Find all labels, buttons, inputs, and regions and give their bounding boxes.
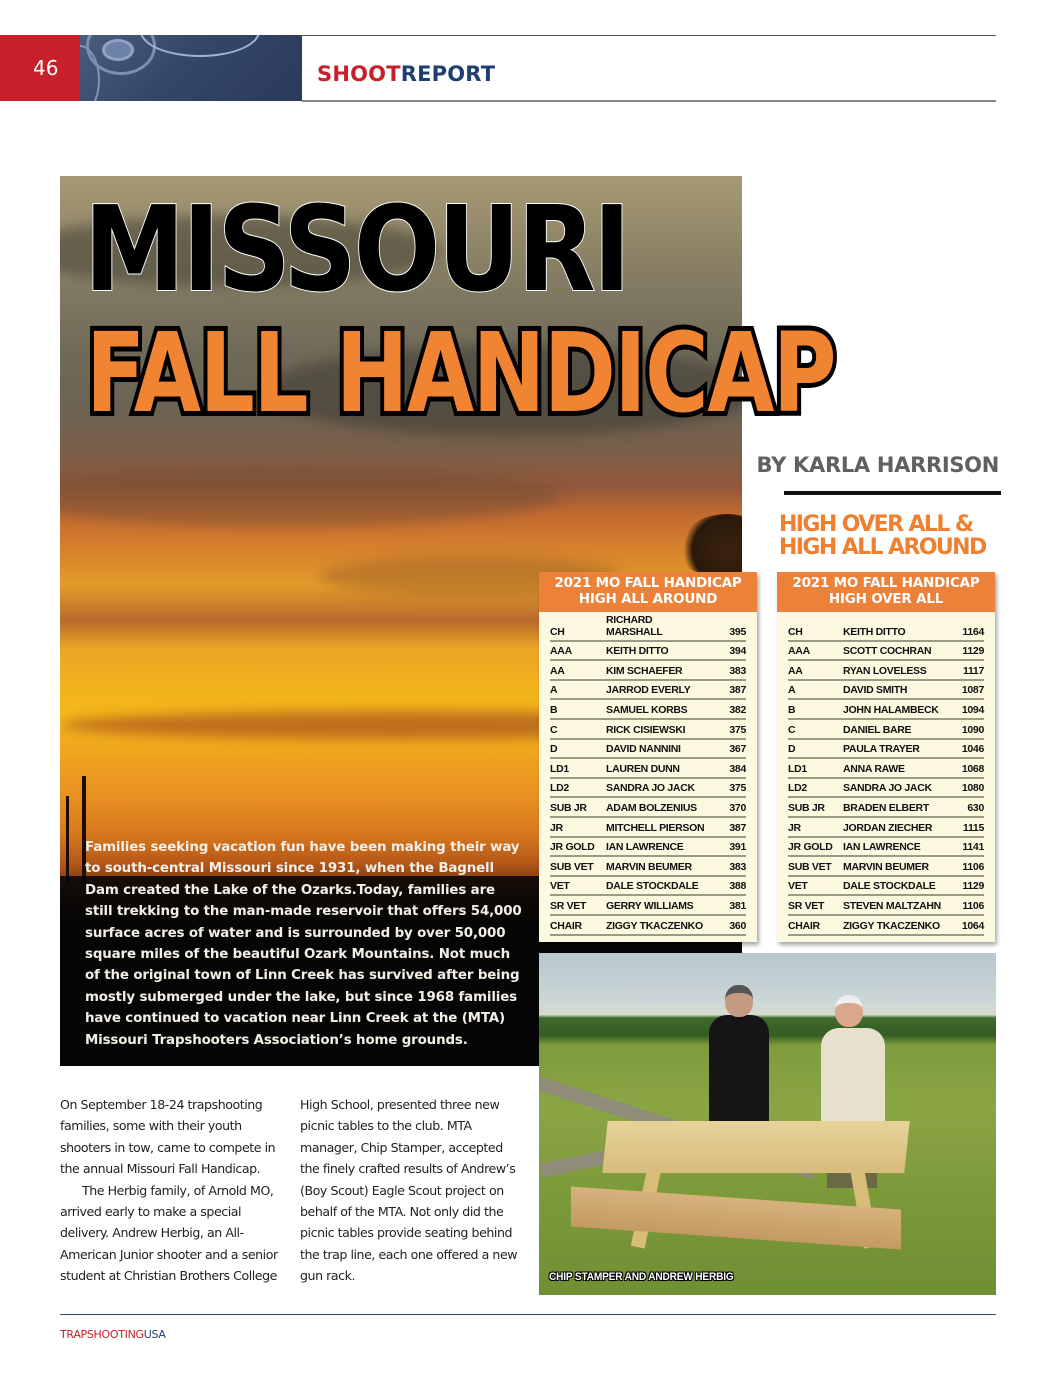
table-row [788,838,984,858]
name-cell: RYAN LOVELESS [843,664,927,677]
header-ornament-image [80,35,302,101]
footer-brand-red: TRAPSHOOTING [60,1328,144,1341]
high-all-around-table [539,572,757,942]
table-title-line1: 2021 MO FALL HANDICAP [554,575,742,591]
name-cell: IAN LAWRENCE [843,841,921,854]
table-row [788,818,984,838]
class-cell: B [550,703,558,716]
score-cell: 370 [729,801,746,814]
name-cell: SANDRA JO JACK [606,782,695,795]
article-title-line2: FALL HANDICAP [86,309,836,437]
byline: BY KARLA HARRISON [756,453,999,477]
score-cell: 383 [729,664,746,677]
table-row [550,779,746,799]
footer-rule [60,1314,996,1315]
class-cell: AA [788,664,803,677]
class-cell: AAA [788,645,810,658]
score-cell: 375 [729,782,746,795]
class-cell: A [550,684,558,697]
name-cell: PAULA TRAYER [843,743,920,756]
table-row [788,759,984,779]
sidehead-line2: HIGH ALL AROUND [779,535,986,560]
name-cell: KEITH DITTO [606,645,669,658]
class-cell: LD1 [788,762,807,775]
class-cell: D [550,743,558,756]
table-row [550,896,746,916]
table-header [777,572,995,612]
page-number-box [0,35,80,101]
section-title-red: SHOOT [317,62,401,86]
score-cell: 1117 [963,664,984,677]
header-top-rule [302,35,996,36]
name-cell: ZIGGY TKACZENKO [606,919,703,932]
table-row [788,857,984,877]
table-row [550,838,746,858]
table-row [788,779,984,799]
intro-paragraph: Families seeking vacation fun have been making their way to south-central Missouri since 1931, when the Bagnell Dam created the Lake of the Ozarks.Today, families are still trekking to the man-made reservoir that offers 54,000 surface acres of water and is surrounded by over 50,000 square miles of the beautiful Ozark Mountains. Not much of the original town of Linn Creek has survived after being mostly submerged under the lake, but since 1968 families have continued to vacation near Linn Creek at the (MTA) Missouri Trapshooters Association’s home grounds. [85,840,522,1048]
score-cell: 387 [729,684,746,697]
name-cell: JORDAN ZIECHER [843,821,933,834]
table-row [550,818,746,838]
name-cell: LAUREN DUNN [606,762,680,775]
table-row [550,759,746,779]
class-cell: AAA [550,645,572,658]
class-cell: LD2 [550,782,569,795]
class-cell: JR GOLD [550,841,595,854]
name-cell: DAVID NANNINI [606,743,681,756]
score-cell: 382 [729,703,746,716]
table-row [788,740,984,760]
name-cell: ZIGGY TKACZENKO [843,919,940,932]
body-column-2 [300,1094,525,1287]
name-cell: MITCHELL PIERSON [606,821,705,834]
name-cell: MARVIN BEUMER [606,860,692,873]
score-cell: 391 [729,841,746,854]
page-number: 46 [33,56,59,80]
table-row [788,700,984,720]
score-cell: 1090 [961,723,984,736]
table-row [550,681,746,701]
table-row [550,857,746,877]
score-cell: 1141 [962,841,984,854]
class-cell: SUB VET [550,860,594,873]
name-cell: DAVID SMITH [843,684,908,697]
table-row [550,613,746,642]
score-cell: 1115 [963,821,984,834]
table-row [788,896,984,916]
score-cell: 375 [729,723,746,736]
class-cell: CH [550,625,565,638]
tree-silhouette [682,514,742,574]
table-row [550,720,746,740]
table-body [539,612,757,942]
name-cell: SANDRA JO JACK [843,782,932,795]
table-body [777,612,995,942]
name-cell: DANIEL BARE [843,723,912,736]
score-cell: 1046 [961,743,984,756]
name-cell: KIM SCHAEFER [606,664,683,677]
class-cell: D [788,743,796,756]
class-cell: SR VET [788,899,825,912]
footer-brand [60,1328,166,1341]
score-cell: 384 [729,762,746,775]
table-row [788,681,984,701]
sidehead-line1: HIGH OVER ALL & [779,512,973,537]
table-row [788,661,984,681]
class-cell: C [550,723,558,736]
body-paragraph: The Herbig family, of Arnold MO, arrived early to make a special delivery. Andrew Herbig, an All-American Junior shooter and a senior student at Christian Brothers College [60,1182,278,1284]
class-cell: LD1 [550,762,569,775]
class-cell: SUB JR [550,801,587,814]
table-title-line1: 2021 MO FALL HANDICAP [792,575,980,591]
article-title-line1: MISSOURI [84,180,629,318]
table-header [539,572,757,612]
class-cell: CH [788,625,803,638]
picnic-table [602,1121,909,1173]
score-cell: 630 [967,801,984,814]
score-cell: 394 [729,645,746,658]
photo-caption: CHIP STAMPER AND ANDREW HERBIG [549,1271,734,1283]
class-cell: AA [550,664,565,677]
section-title-blue: REPORT [400,62,496,86]
name-cell: JARROD EVERLY [606,684,691,697]
score-cell: 367 [729,743,746,756]
name-cell: RICHARD MARSHALL [606,613,663,638]
picnic-bench [571,1186,901,1249]
table-row [788,720,984,740]
name-cell: MARVIN BEUMER [843,860,929,873]
results-sidehead [779,513,986,559]
score-cell: 1064 [961,919,984,932]
score-cell: 1106 [962,860,984,873]
class-cell: B [788,703,796,716]
table-row [550,700,746,720]
name-cell: JOHN HALAMBECK [843,703,939,716]
section-title [317,62,495,86]
table-title-line2: HIGH OVER ALL [828,590,944,607]
name-cell: STEVEN MALTZAHN [843,899,941,912]
score-cell: 1068 [961,762,984,775]
name-cell: DALE STOCKDALE [606,880,699,893]
score-cell: 383 [729,860,746,873]
table-row [550,661,746,681]
name-cell: SCOTT COCHRAN [843,645,932,658]
header-bottom-rule [302,100,996,102]
score-cell: 387 [729,821,746,834]
name-cell: DALE STOCKDALE [843,880,936,893]
table-row [550,916,746,936]
name-cell: ADAM BOLZENIUS [606,801,697,814]
body-column-1 [60,1094,285,1287]
name-cell: ANNA RAWE [843,762,905,775]
class-cell: SUB VET [788,860,832,873]
table-row [788,798,984,818]
class-cell: SUB JR [788,801,825,814]
table-row [550,877,746,897]
name-cell: GERRY WILLIAMS [606,899,694,912]
person-chip-stamper [709,1015,769,1125]
score-cell: 395 [729,625,746,638]
table-row [550,740,746,760]
class-cell: LD2 [788,782,807,795]
table-title-line2: HIGH ALL AROUND [578,590,718,607]
table-row [550,642,746,662]
table-row [788,622,984,642]
score-cell: 1129 [962,645,984,658]
name-cell: SAMUEL KORBS [606,703,688,716]
table-row [788,642,984,662]
class-cell: JR [788,821,801,834]
handshake-photo [539,953,996,1295]
class-cell: CHAIR [550,919,582,932]
score-cell: 1164 [962,625,984,638]
class-cell: A [788,684,796,697]
class-cell: CHAIR [788,919,820,932]
score-cell: 360 [729,919,746,932]
score-cell: 1106 [962,899,984,912]
name-cell: KEITH DITTO [843,625,906,638]
table-row [788,877,984,897]
class-cell: JR [550,821,563,834]
score-cell: 381 [729,899,746,912]
class-cell: SR VET [550,899,587,912]
byline-rule [784,491,1001,495]
high-over-all-table [777,572,995,942]
class-cell: VET [788,880,808,893]
score-cell: 1087 [961,684,984,697]
score-cell: 1094 [961,703,984,716]
score-cell: 1080 [961,782,984,795]
score-cell: 1129 [962,880,984,893]
table-row [788,916,984,936]
name-cell: RICK CISIEWSKI [606,723,686,736]
class-cell: JR GOLD [788,841,833,854]
score-cell: 388 [729,880,746,893]
class-cell: C [788,723,796,736]
footer-brand-blue: USA [143,1328,166,1341]
class-cell: VET [550,880,570,893]
name-cell: IAN LAWRENCE [606,841,684,854]
name-cell: BRADEN ELBERT [843,801,929,814]
body-paragraph: High School, presented three new picnic tables to the club. MTA manager, Chip Stamper, accepted the finely crafted results of Andrew’s (Boy Scout) Eagle Scout project on behalf of the MTA. Not only did the picnic tables provide seating behind the trap line, each one offered a new gun rack. [300,1097,518,1284]
table-row [550,798,746,818]
body-paragraph: On September 18-24 trapshooting families, some with their youth shooters in tow, came to compete in the annual Missouri Fall Handicap. [60,1097,276,1177]
